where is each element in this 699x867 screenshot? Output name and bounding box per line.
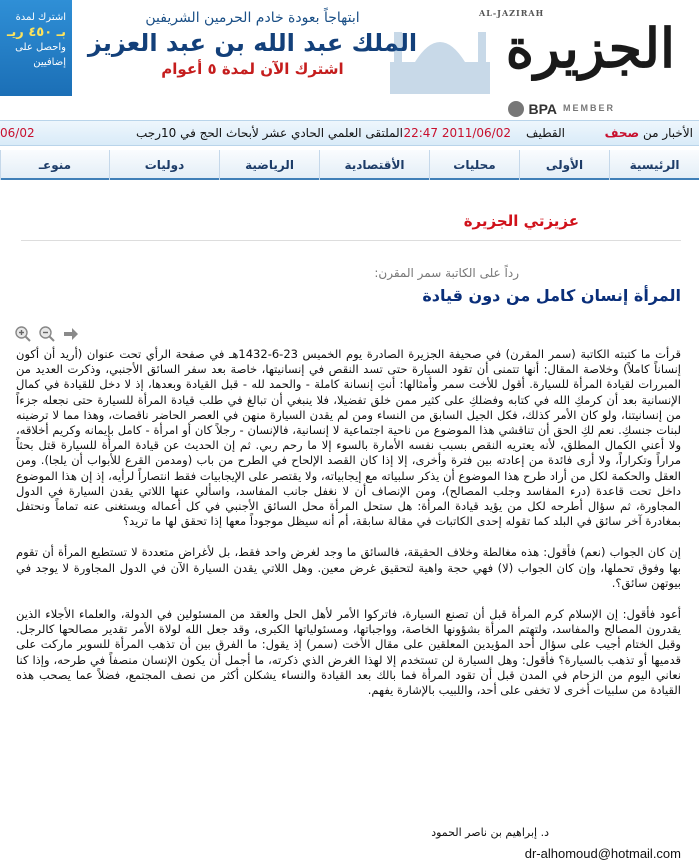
ticker-category: القطيف	[526, 126, 565, 140]
author-email-link[interactable]: dr-alhomoud@hotmail.com	[524, 846, 681, 861]
promo-side-line: اشترك لمدة	[15, 12, 66, 23]
section-divider	[21, 240, 681, 241]
ticker-headline-link[interactable]: الملتقى العلمي الحادي عشر لأبحاث الحج في 10رجب	[136, 126, 403, 140]
subscription-promo-side[interactable]	[0, 0, 72, 96]
article-paragraph: قرأت ما كتبته الكاتبة (سمر المقرن) في صحيفة الجزيرة الصادرة يوم الخميس 23-6-1432هـ في صفحة الرأي تحت عنوان (أريد أن أكون إنساناً كاملاً) وخلاصة المقال: أنها تتمنى أن تقود السيارة حتى تسد النقص في إنسانيتها، خاصة بعد سفر السائق الأجنبي، وذكرت العديد من المبررات لقيادة المرأة للسيارة. أقول للأخت سمر وأمثالها: أنتِ إنسانة كاملة - والحمد لله - قبل القيادة وبعدها، إذ لا دخل للقيادة في كمال الإنسانية بعد أن كرمكِ الله في كتابه وفضلكِ على كثير ممن خلق تفضيلا، فلا ينبغي أن تبالغ في طلب قيادة المرأة للسيارة حتى نجعله جزءاً من إنسانيتنا، ولو كان الأمر كذلك، فكل الجيل السابق من النساء ومن لم يقدن السيارة منهن في العصر الحاضر ناقصات، وهذا مما لا ترضينه لبنات جنسكِ. نعم لكِ الحق أن تناقشي هذا الموضوع من ناحية اجتماعية لا إنسانية، فالإنسان - رجلاً كان أو امرأة - كامل بإيمانه وكريم أخلاقه، ولا أعني الكمال المطلق، لأنه يعتريه النقص بسبب نفسه الأمارة بالسوء إلا ما رحم ربي. ثم إن الحديث عن قيادة المرأة للسيارة قتل بحثاً مراراً وتكراراً، ولا أرى فائدة من إعادته بين فترة وأخرى، إلا إذا كان القصد الإلحاح في الطرح من باب (ومدمن القرع للأبواب أن يلجا). ومن العقل والحكمة لكل من أراد طرح هذا الموضوع أن يذكر سلبياته مع إيجابياته، ولا يقتصر على الإيجابيات فقط انتصاراً لرأيه، إذ إن هذا الموضوع داخل تحت قاعدة (درء المفاسد وجلب المصالح)، ومن الإنصاف أن لا نغفل جانب المفاسد، واسألي عنها اللاتي يقدن السيارة في الدول المجاورة، ثم سؤال أطرحه لكل من يؤيد قيادة المرأة: هل ستحل المرأة محل السائق الأجنبي في كل أعماله ويستغنى عنه تماماً ونحتفل بمغادرة آخر سائق في البلد كما تقوله إحدى الكاتبات في مقالة سابقة، أم أنه سيظل موجوداً معها إذا تحقق لها ما تريد؟	[16, 347, 682, 529]
section-title[interactable]: عزيزتي الجزيرة	[463, 212, 579, 230]
article-subtitle: رداً على الكاتبة سمر المقرن:	[374, 266, 519, 280]
nav-item-misc[interactable]: منوعـ	[0, 150, 109, 180]
zoom-out-icon[interactable]	[38, 325, 56, 343]
promo-side-line: واحصل على	[15, 42, 66, 53]
article-body	[16, 347, 681, 714]
nav-item-economy[interactable]: الأقتصادية	[319, 150, 429, 180]
main-navigation	[0, 150, 699, 180]
bpa-member-badge	[508, 100, 615, 116]
forward-arrow-icon[interactable]	[62, 325, 80, 343]
subscription-promo-banner[interactable]	[80, 8, 425, 94]
article-paragraph: أعود فأقول: إن الإسلام كرم المرأة قبل أن تصنع السيارة، فاتركوا الأمر لأهل الحل والعقد من المسئولين في الدولة، والعلماء الأجلاء الذين يقدرون المصالح والمفاسد، ولتهتم المرأة بشؤونها الخاصة، وواجباتها، ومسئولياتها الكبرى، وقد جعل الله لولاة الأمر تقدير مصالحها كالرجل. وقبل الختام أجيب على سؤال أحد المؤيدين المعلقين على مقال الأخت (سمر) إذ يقول: ما الفرق بين أن تذهب المرأة للسوبر ماركت على قدميها أو تذهب بالسيارة؟ فأقول: وهل السيارة لن تستخدم إلا لهذا الغرض الذي ذكرته، ما أجمل أن يكون الإنسان منصفاً في طرحه، وإذا كنا نعاني اليوم من الزحام في المدن قبل أن تقود المرأة فما بالك بعد القيادة والنساء يشكلن أكثر من نصف المجتمع، فضلاً عما يصحب هذه القيادة من سلبيات أخرى لا تخفى على أحد، واللبيب بالإشارة يفهم.	[16, 607, 681, 698]
member-label: MEMBER	[563, 103, 615, 113]
promo-side-line: إضافيين	[33, 57, 66, 68]
ticker-timestamp: 22:47 2011/06/02	[403, 126, 511, 140]
promo-side-price: بـ ٤٥٠ ريـ	[6, 25, 66, 40]
article-tools	[14, 325, 80, 343]
zoom-in-icon[interactable]	[14, 325, 32, 343]
nav-item-international[interactable]: دوليات	[109, 150, 219, 180]
nav-item-home[interactable]: الرئيسية	[609, 150, 699, 180]
article-title: المرأة إنسان كامل من دون قيادة	[422, 286, 681, 305]
news-ticker	[0, 120, 699, 146]
nav-item-first-page[interactable]: الأولى	[519, 150, 609, 180]
promo-banner-headline: الملك عبد الله بن عبد العزيز	[87, 29, 418, 57]
logo-latin-text: AL-JAZIRAH	[479, 8, 545, 18]
nav-item-sports[interactable]: الرياضية	[219, 150, 319, 180]
promo-banner-cta: اشترك الآن لمدة ٥ أعوام	[161, 60, 344, 78]
logo-arabic-text: الجزيرة	[505, 16, 675, 80]
promo-banner-line: ابتهاجاً بعودة خادم الحرمين الشريفين	[145, 10, 360, 26]
article-author: د. إبراهيم بن ناصر الحمود	[431, 826, 549, 839]
bpa-logo-icon: BPA	[508, 99, 557, 118]
article-paragraph: إن كان الجواب (نعم) فأقول: هذه مغالطة وخلاف الحقيقة، فالسائق ما وجد لغرض واحد فقط، بل لأغراض متعددة لا تستطيع المرأة أن تقوم بها وفوق تحملها، وإن كان الجواب (لا) فهي حجة واهية لتحقيق غرض معين. وهل اللاتي يقدن السيارة الآن في الدول المجاورة لا يوجد في بيوتهن سائق؟.	[16, 545, 681, 590]
ticker-source-brand: صحف	[604, 126, 640, 140]
nav-item-local[interactable]: محليات	[429, 150, 519, 180]
site-logo[interactable]	[431, 8, 681, 94]
site-header	[0, 0, 699, 118]
ticker-next-date: 06/02	[0, 126, 35, 140]
ticker-source: الأخبار من صحف	[604, 126, 693, 140]
